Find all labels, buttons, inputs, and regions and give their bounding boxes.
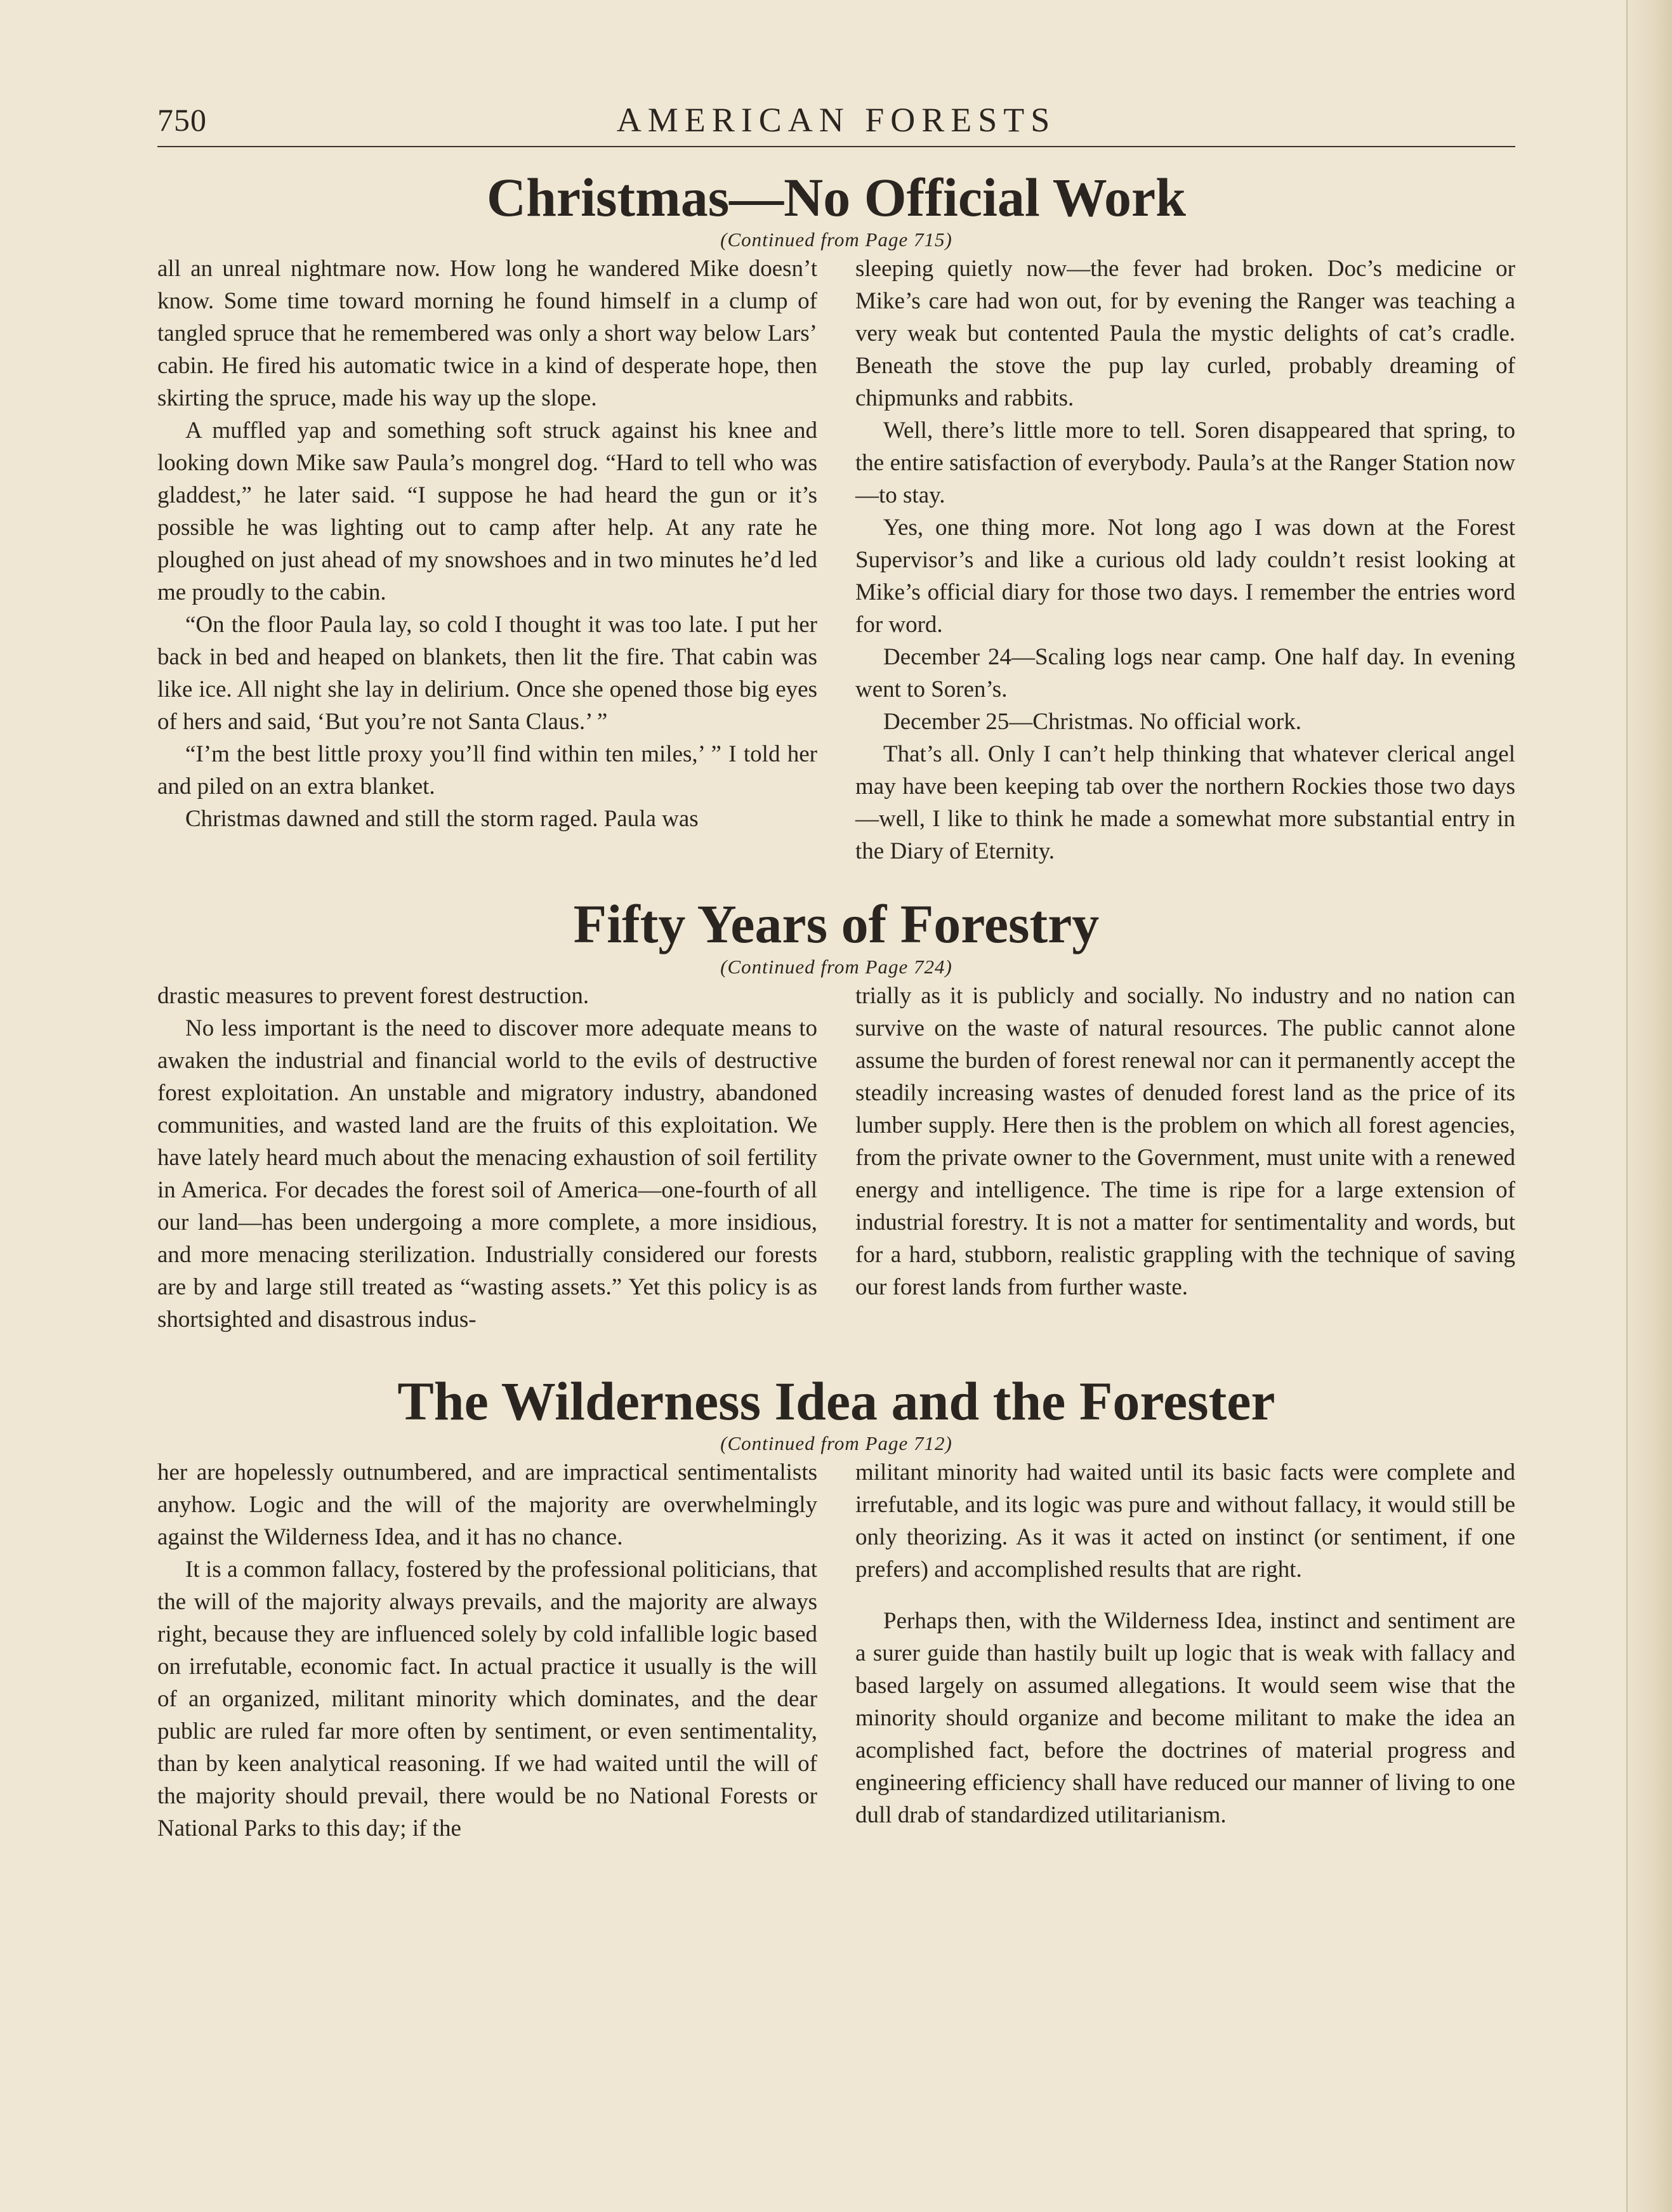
paragraph: It is a common fallacy, fostered by the professional politicians, that the will of the majority always prevails, and the majority are always right, because they are influenced solely by cold infallible logic based on irrefutable, economic fact. In actual practice it usually is the will of an organized, militant minority which dominates, and the dear public are ruled far more often by sentiment, or even sentimentality, than by keen analytical reasoning. If we had waited until the will of the majority should prevail, there would be no National Forests or National Parks to this day; if the [157, 1556, 817, 1841]
paragraph: all an unreal nightmare now. How long he wandered Mike doesn’t know. Some time toward morning he found himself in a clump of tangled spruce that he remembered was only a short way below Lars’ cabin. He fired his automatic twice in a kind of desperate hope, then skirting the spruce, made his way up the slope. [157, 256, 817, 412]
running-head [157, 95, 1515, 147]
journal-title: AMERICAN FORESTS [616, 101, 1057, 139]
paragraph: trially as it is publicly and socially. No industry and no nation can survive on the waste of natural resources. The public cannot alone assume the burden of forest renewal nor can it permanently accept the steadily increasing wastes of denuded forest land as the price of its lumber supply. Here then is the problem on which all forest agencies, from the private owner to the Government, must unite with a renewed energy and intelligence. The time is ripe for a large extension of industrial forestry. It is not a matter for sentimentality and words, but for a hard, stubborn, realistic grappling with the technique of saving our forest lands from further waste. [855, 982, 1515, 1300]
page-number: 750 [157, 102, 207, 138]
paragraph: “I’m the best little proxy you’ll find within ten miles,’ ” I told her and piled on an extra blanket. [157, 741, 817, 800]
right-column [855, 1456, 1515, 1845]
paragraph: her are hopelessly outnumbered, and are impractical sentimentalists anyhow. Logic and the will of the majority are overwhelmingly against the Wilderness Idea, and it has no chance. [157, 1459, 817, 1550]
left-column [157, 1456, 817, 1845]
article-title: Christmas—No Official Work [486, 167, 1187, 228]
continued-note: (Continued from Page 715) [720, 228, 952, 251]
article-columns [157, 253, 1515, 867]
paragraph: That’s all. Only I can’t help thinking that whatever clerical angel may have been keeping tab over the northern Rockies those two days—well, I like to think he made a somewhat more substantial entry in the Diary of Eternity. [855, 741, 1515, 865]
right-column [855, 253, 1515, 867]
left-column [157, 980, 817, 1336]
paragraph: Yes, one thing more. Not long ago I was down at the Forest Supervisor’s and like a curious old lady couldn’t resist looking at Mike’s official diary for those two days. I remember the entries word for word. [855, 515, 1515, 638]
article-columns [157, 980, 1515, 1336]
article-wilderness-idea [157, 1370, 1515, 1845]
paragraph: No less important is the need to discover more adequate means to awaken the industrial and financial world to the evils of destructive forest exploitation. An unstable and migratory industry, abandoned communities, and wasted land are the fruits of this exploitation. We have lately heard much about the menacing exhaustion of soil fertility in America. For decades the forest soil of America—one-fourth of all our land—has been undergoing a more complete, a more insidious, and more menacing sterilization. Industrially considered our forests are by and large still treated as “wasting assets.” Yet this policy is as shortsighted and disastrous indus- [157, 1015, 817, 1333]
article-title: Fifty Years of Forestry [573, 893, 1100, 955]
paragraph: Christmas dawned and still the storm raged. Paula was [185, 806, 699, 833]
paragraph: sleeping quietly now—the fever had broken. Doc’s medicine or Mike’s care had won out, for by evening the Ranger was teaching a very weak but contented Paula the mystic delights of cat’s cradle. Beneath the stove the pup lay curled, probably dreaming of chipmunks and rabbits. [855, 256, 1515, 412]
continued-note: (Continued from Page 712) [720, 1432, 952, 1454]
paragraph: A muffled yap and something soft struck against his knee and looking down Mike saw Paula’s mongrel dog. “Hard to tell who was gladdest,” he later said. “I suppose he had heard the gun or it’s possible he was lighting out to camp after help. At any rate he ploughed on just ahead of my snowshoes and in two minutes he’d led me proudly to the cabin. [157, 418, 817, 606]
paragraph: “On the floor Paula lay, so cold I thought it was too late. I put her back in bed and heaped on blankets, then lit the fire. That cabin was like ice. All night she lay in delirium. Once she opened those big eyes of hers and said, ‘But you’re not Santa Claus.’ ” [157, 612, 817, 735]
right-column [855, 980, 1515, 1336]
article-christmas [157, 169, 1515, 867]
paragraph: drastic measures to prevent forest destruction. [157, 982, 589, 1009]
article-title: The Wilderness Idea and the Forester [397, 1370, 1275, 1432]
continued-note: (Continued from Page 724) [720, 955, 952, 978]
left-column [157, 253, 817, 867]
article-fifty-years [157, 895, 1515, 1335]
magazine-page [157, 95, 1515, 1845]
diary-entry: December 24—Scaling logs near camp. One half day. In evening went to Soren’s. [855, 644, 1515, 703]
paragraph: Well, there’s little more to tell. Soren disappeared that spring, to the entire satisfaction of everybody. Paula’s at the Ranger Station now—to stay. [855, 418, 1515, 509]
diary-entry: December 25—Christmas. No official work. [883, 709, 1301, 735]
torn-paper-edge [1626, 0, 1672, 2212]
paragraph: Perhaps then, with the Wilderness Idea, instinct and sentiment are a surer guide than hastily built up logic that is weak with fallacy and based largely on assumed allegations. It would seem wise that the minority should organize and become militant to make the idea an acomplished fact, before the doctrines of material progress and engineering efficiency shall have reduced our manner of living to one dull drab of standardized utilitarianism. [855, 1607, 1515, 1828]
article-columns [157, 1456, 1515, 1845]
paragraph: militant minority had waited until its basic facts were complete and irrefutable, and its logic was pure and without fallacy, it would still be only theorizing. As it was it acted on instinct (or sentiment, if one prefers) and accomplished results that are right. [855, 1459, 1515, 1583]
